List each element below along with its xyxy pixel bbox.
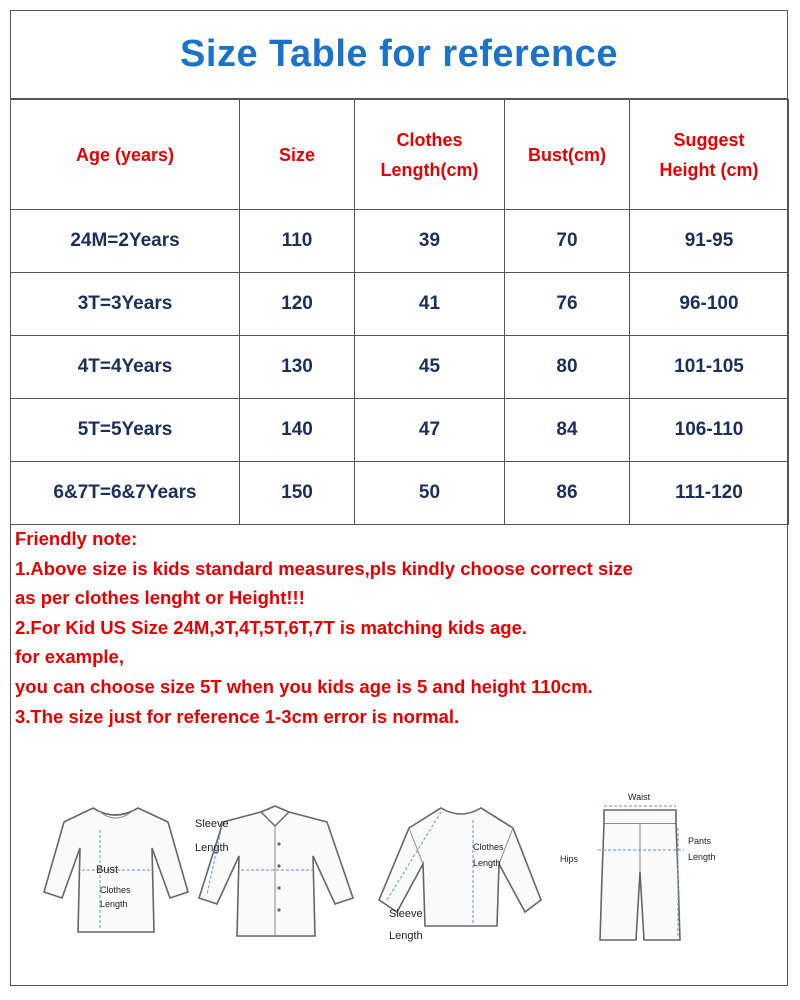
sweater-clothes-label: Clothes	[473, 842, 504, 852]
cell-age: 24M=2Years	[11, 210, 240, 273]
header-row	[11, 100, 789, 210]
note-line: you can choose size 5T when you kids age is 5 and height 110cm.	[15, 675, 593, 697]
tshirt-length-label: Length	[100, 899, 128, 909]
header-age: Age (years)	[11, 100, 240, 210]
pants-hips-label: Hips	[560, 854, 579, 864]
header-length-line1: Clothes	[396, 129, 463, 150]
size-table	[10, 99, 789, 525]
note-heading: Friendly note:	[15, 528, 138, 549]
header-size: Size	[240, 100, 355, 210]
cell-age: 6&7T=6&7Years	[11, 462, 240, 525]
tshirt-bust-label: Bust	[96, 864, 119, 876]
note-line: for example,	[15, 646, 124, 668]
shirt-icon	[193, 790, 363, 940]
shirt-figure	[193, 790, 363, 940]
cell-height: 111-120	[630, 462, 789, 525]
note-line: 1.Above size is kids standard measures,pls kindly choose correct size	[15, 557, 633, 579]
page-title: Size Table for reference	[10, 10, 788, 99]
cell-age: 5T=5Years	[11, 399, 240, 462]
sweater-sleeve-label: Sleeve	[389, 908, 423, 920]
cell-length: 50	[355, 462, 505, 525]
cell-size: 150	[240, 462, 355, 525]
cell-size: 120	[240, 273, 355, 336]
cell-age: 3T=3Years	[11, 273, 240, 336]
shirt-length-label: Length	[195, 842, 229, 854]
sweater-sleeve-length-label: Length	[389, 930, 423, 942]
cell-bust: 80	[505, 336, 630, 399]
cell-size: 130	[240, 336, 355, 399]
table-row	[11, 462, 789, 525]
sweater-figure	[373, 800, 548, 950]
measurement-figures	[28, 780, 728, 955]
header-height-line2: Height (cm)	[659, 159, 759, 180]
shirt-sleeve-label: Sleeve	[195, 818, 229, 830]
header-bust: Bust(cm)	[505, 100, 630, 210]
cell-size: 110	[240, 210, 355, 273]
cell-age: 4T=4Years	[11, 336, 240, 399]
header-length-line2: Length(cm)	[380, 159, 479, 180]
friendly-notes	[15, 524, 785, 731]
cell-bust: 70	[505, 210, 630, 273]
table-row	[11, 336, 789, 399]
pants-waist-label: Waist	[628, 792, 651, 802]
header-height	[630, 100, 789, 210]
table-row	[11, 273, 789, 336]
cell-height: 96-100	[630, 273, 789, 336]
sweater-length-label: Length	[473, 858, 501, 868]
pants-length-label: Length	[688, 852, 716, 862]
pants-pants-label: Pants	[688, 836, 712, 846]
cell-length: 39	[355, 210, 505, 273]
pants-icon	[558, 780, 723, 950]
cell-length: 47	[355, 399, 505, 462]
cell-length: 41	[355, 273, 505, 336]
note-line: as per clothes lenght or Height!!!	[15, 587, 305, 609]
cell-height: 101-105	[630, 336, 789, 399]
cell-bust: 86	[505, 462, 630, 525]
tshirt-clothes-label: Clothes	[100, 885, 131, 895]
cell-bust: 84	[505, 399, 630, 462]
cell-height: 106-110	[630, 399, 789, 462]
pants-figure	[558, 780, 723, 950]
cell-size: 140	[240, 399, 355, 462]
sweater-icon	[373, 800, 548, 950]
table-row	[11, 210, 789, 273]
tshirt-figure	[38, 800, 193, 940]
cell-height: 91-95	[630, 210, 789, 273]
cell-length: 45	[355, 336, 505, 399]
table-row	[11, 399, 789, 462]
header-length	[355, 100, 505, 210]
header-height-line1: Suggest	[673, 129, 745, 150]
note-line: 3.The size just for reference 1-3cm error is normal.	[15, 705, 460, 727]
cell-bust: 76	[505, 273, 630, 336]
tshirt-icon	[38, 800, 193, 940]
note-line: 2.For Kid US Size 24M,3T,4T,5T,6T,7T is matching kids age.	[15, 616, 527, 638]
